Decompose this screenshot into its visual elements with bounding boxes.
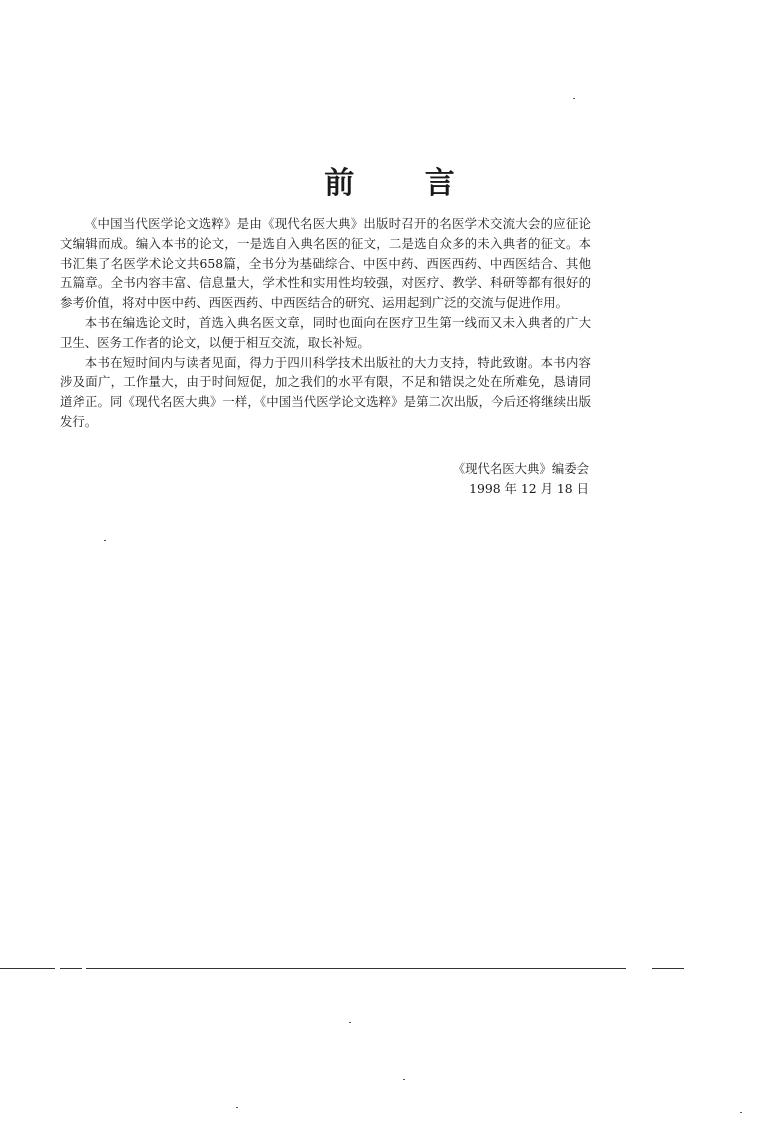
signature-block xyxy=(453,459,589,499)
signature-editor: 《现代名医大典》编委会 xyxy=(452,461,589,476)
scan-speck xyxy=(573,98,575,99)
scan-speck xyxy=(349,1022,351,1023)
page-title: 前 言 xyxy=(324,166,485,201)
preface-paragraph: 本书在短时间内与读者见面，得力于四川科学技术出版社的大力支持，特此致谢。本书内容涉及面广，工作量大，由于时间短促，加之我们的水平有限，不足和错误之处在所难免，恳请同道斧正。同《现代名医大典》一样，《中国当代医学论文选粹》是第二次出版，今后还将继续出版发行。 xyxy=(60,354,591,429)
preface-paragraph: 《中国当代医学论文选粹》是由《现代名医大典》出版时召开的名医学术交流大会的应征论文编辑而成。编入本书的论文，一是选自入典名医的征文，二是选自众多的未入典者的征文。本书汇集了名医学术论文共658篇，全书分为基础综合、中医中药、西医西药、中西医结合、其他五篇章。全书内容丰富、信息量大，学术性和实用性均较强，对医疗、教学、科研等都有很好的参考价值，将对中医中药、西医西药、中西医结合的研究、运用起到广泛的交流与促进作用。 xyxy=(60,216,591,311)
scan-edge-line xyxy=(652,968,684,969)
preface-paragraph: 本书在编选论文时，首选入典名医文章，同时也面向在医疗卫生第一线而又未入典者的广大卫生、医务工作者的论文，以便于相互交流，取长补短。 xyxy=(60,314,591,350)
signature-date: 1998 年 12 月 18 日 xyxy=(469,480,589,496)
scan-speck xyxy=(740,1112,742,1113)
scan-edge-line xyxy=(60,968,82,969)
scan-speck xyxy=(403,1079,405,1080)
preface-body xyxy=(60,214,591,432)
scan-speck xyxy=(104,540,106,541)
scan-speck xyxy=(236,1107,238,1108)
scan-edge-line xyxy=(0,968,55,969)
scan-edge-line xyxy=(86,968,626,969)
